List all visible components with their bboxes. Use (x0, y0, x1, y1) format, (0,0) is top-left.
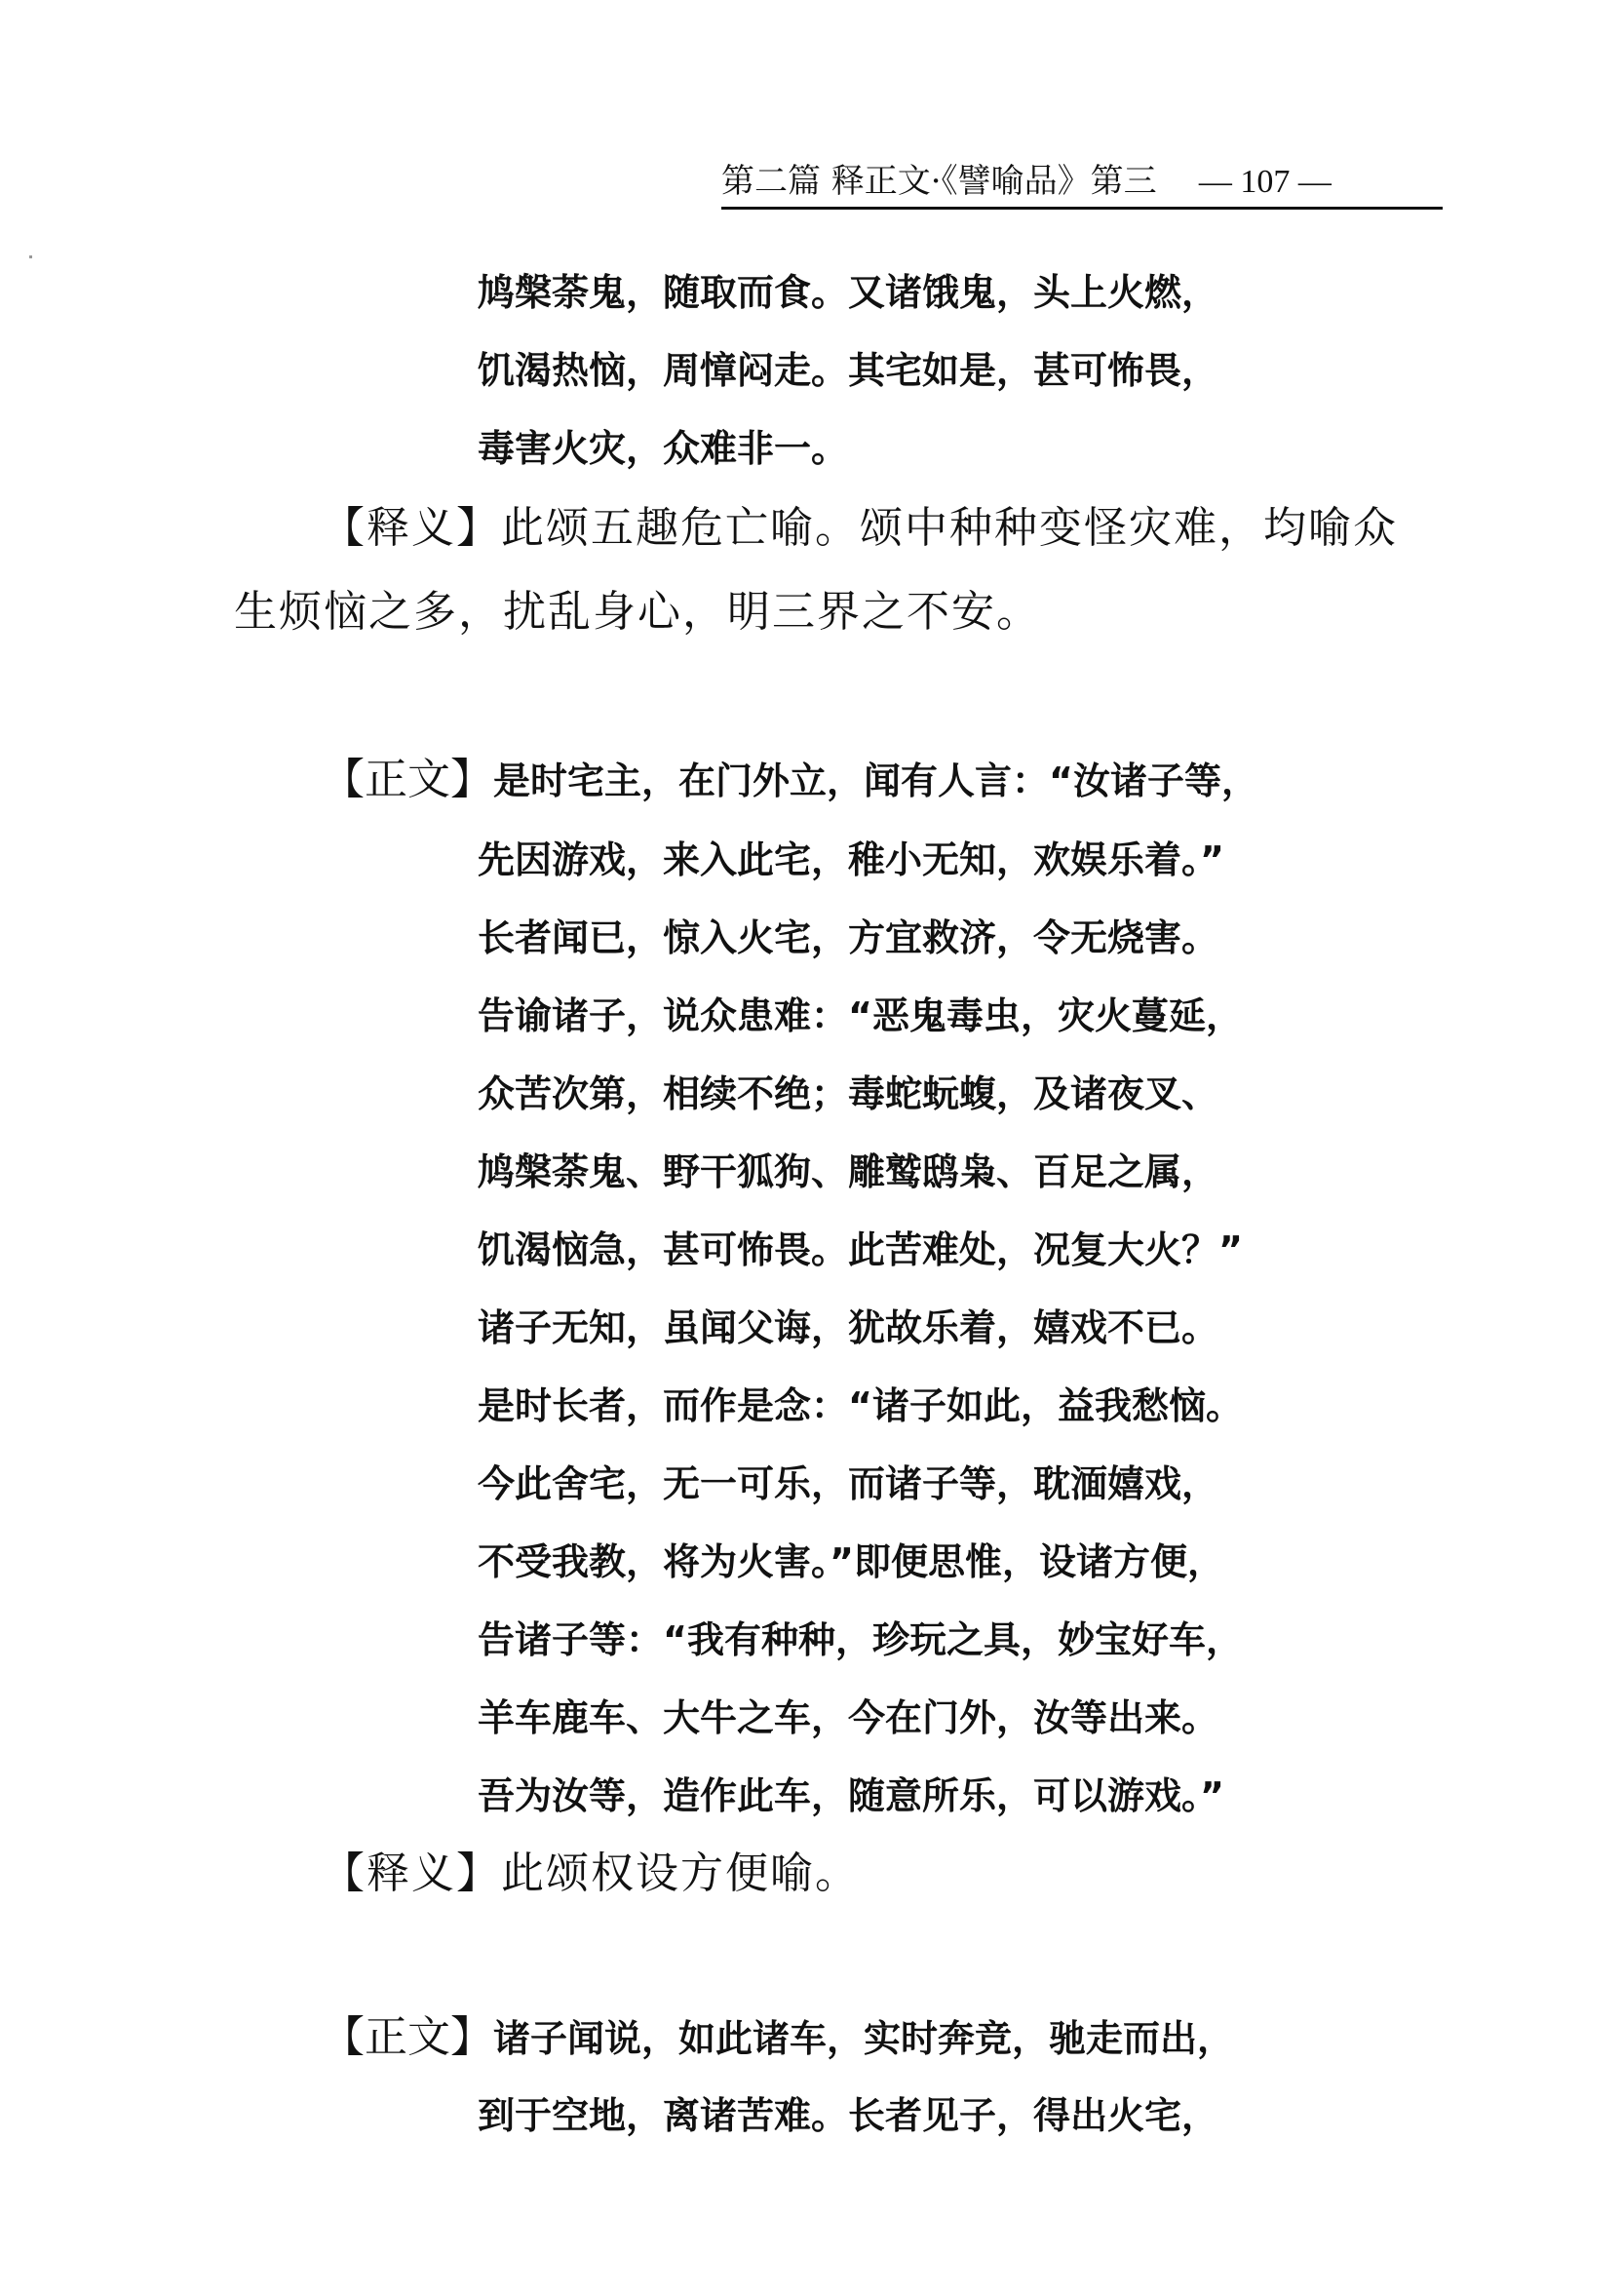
running-header (721, 156, 1443, 210)
verse-line (478, 1455, 1218, 1513)
line-text: 是时宅主，在门外立，闻有人言：“汝诸子等， (493, 759, 1258, 802)
commentary-line (322, 499, 1398, 558)
verse-line (478, 987, 1243, 1045)
verse-line (478, 1689, 1218, 1747)
line-text: 鸠槃荼鬼，随取而食。又诸饿鬼，头上火燃， (478, 271, 1219, 314)
line-text: 生烦恼之多，扰乱身心，明三界之不安。 (234, 587, 1041, 637)
section-tag: 【释义】 (322, 1848, 501, 1898)
commentary-line (234, 583, 1041, 642)
verse-line (478, 1611, 1243, 1669)
header-title: 第二篇 释正文·《譬喻品》第三 (721, 162, 1157, 201)
section-tag: 【释义】 (322, 503, 501, 553)
verse-line (478, 1767, 1224, 1825)
section-tag: 【正文】 (322, 2012, 493, 2062)
verse-line (322, 2008, 1234, 2067)
line-text: 长者闻已，惊入火宅，方宜救济，令无烧害。 (478, 916, 1219, 959)
verse-line (478, 341, 1218, 400)
verse-line (478, 909, 1218, 967)
scan-speck (29, 255, 32, 258)
line-text: 先因游戏，来入此宅，稚小无知，欢娱乐着。” (478, 838, 1224, 881)
line-text: 众苦次第，相续不绝；毒蛇蚖蝮，及诸夜叉、 (478, 1072, 1219, 1115)
verse-line (478, 2086, 1218, 2145)
page-number: — 107 — (1198, 164, 1332, 200)
verse-line (478, 263, 1218, 322)
line-text: 羊车鹿车、大牛之车，今在门外，汝等出来。 (478, 1696, 1219, 1739)
line-text: 此颂五趣危亡喻。颂中种种变怪灾难，均喻众 (501, 503, 1398, 553)
verse-line (478, 1143, 1218, 1201)
line-text: 饥渴热恼，周慞闷走。其宅如是，甚可怖畏， (478, 349, 1219, 392)
verse-line (478, 831, 1224, 889)
section-tag: 【正文】 (322, 755, 493, 804)
line-text: 是时长者，而作是念：“诸子如此，益我愁恼。 (478, 1384, 1243, 1427)
verse-line (478, 419, 848, 478)
line-text: 今此舍宅，无一可乐，而诸子等，耽湎嬉戏， (478, 1462, 1219, 1505)
line-text: 饥渴恼急，甚可怖畏。此苦难处，况复大火？” (478, 1228, 1243, 1271)
verse-line (478, 1533, 1224, 1591)
line-text: 到于空地，离诸苦难。长者见子，得出火宅， (478, 2094, 1219, 2137)
line-text: 告谕诸子，说众患难：“恶鬼毒虫，灾火蔓延， (478, 994, 1243, 1037)
verse-line (322, 751, 1258, 809)
commentary-line (322, 1845, 860, 1903)
line-text: 诸子无知，虽闻父诲，犹故乐着，嬉戏不已。 (478, 1306, 1219, 1349)
verse-line (478, 1377, 1243, 1435)
line-text: 鸠槃荼鬼、野干狐狗、雕鹫鸱枭、百足之属， (478, 1150, 1219, 1193)
verse-line (478, 1221, 1243, 1279)
line-text: 毒害火灾，众难非一。 (478, 427, 849, 470)
line-text: 吾为汝等，造作此车，随意所乐，可以游戏。” (478, 1774, 1224, 1817)
verse-line (478, 1299, 1218, 1357)
line-text: 此颂权设方便喻。 (501, 1848, 860, 1898)
line-text: 告诸子等：“我有种种，珍玩之具，妙宝好车， (478, 1618, 1243, 1661)
verse-line (478, 1065, 1218, 1123)
line-text: 不受我教，将为火害。”即便思惟，设诸方便， (478, 1540, 1224, 1583)
line-text: 诸子闻说，如此诸车，实时奔竞，驰走而出， (493, 2017, 1235, 2060)
